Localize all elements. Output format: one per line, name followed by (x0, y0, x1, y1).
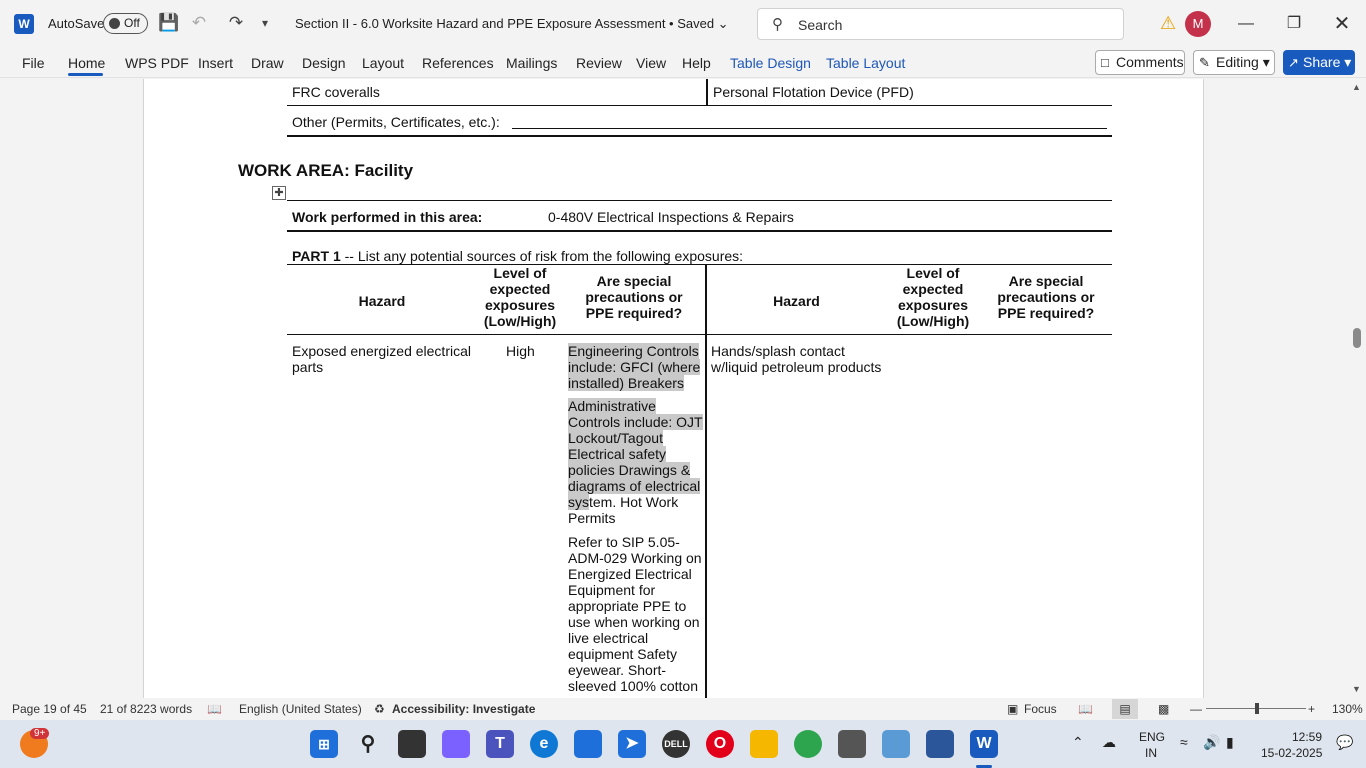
prev-row-left: FRC coveralls (292, 84, 380, 100)
autosave-label: AutoSave (48, 16, 105, 31)
row1-level: High (506, 343, 535, 359)
tab-insert[interactable]: Insert (198, 55, 234, 71)
tab-design[interactable]: Design (302, 55, 346, 71)
row1-precautions-engineering (568, 343, 704, 391)
share-label: Share (1303, 54, 1341, 70)
active-tab-indicator (68, 73, 103, 76)
tab-review[interactable]: Review (576, 55, 622, 71)
share-button[interactable]: ↗ Share ▾ (1283, 50, 1355, 75)
pencil-icon: ✎ (1199, 55, 1210, 70)
work-performed-value: 0-480V Electrical Inspections & Repairs (548, 209, 794, 225)
clock-time[interactable]: 12:59 (1292, 730, 1323, 744)
toggle-knob (109, 18, 120, 29)
proofing-icon[interactable]: 📖 (207, 702, 222, 716)
tab-help[interactable]: Help (682, 55, 711, 71)
dell-icon[interactable]: DELL (662, 730, 690, 758)
table-rule (287, 334, 1112, 335)
vertical-scrollbar[interactable] (1348, 79, 1366, 698)
search-icon: ⚲ (772, 16, 783, 33)
zoom-slider-thumb[interactable] (1255, 703, 1259, 714)
table-center-divider (705, 265, 707, 698)
task-view-icon[interactable] (398, 730, 426, 758)
print-layout-icon[interactable]: ▤ (1112, 699, 1138, 719)
table-rule (287, 105, 1112, 106)
zoom-out-icon[interactable]: — (1190, 702, 1202, 716)
document-title[interactable]: Section II - 6.0 Worksite Hazard and PPE Exposure Assessment • Saved ⌄ (295, 16, 729, 31)
tab-layout[interactable]: Layout (362, 55, 405, 71)
redo-icon[interactable]: ↷ (228, 13, 244, 32)
editing-mode-button[interactable]: ✎ Editing ▾ (1193, 50, 1275, 75)
header-precautions-right: Are special precautions or PPE required? (997, 273, 1095, 321)
row1-precautions-administrative (568, 398, 704, 526)
chrome-icon[interactable] (794, 730, 822, 758)
maximize-icon[interactable]: ❐ (1286, 15, 1302, 32)
row1-hazard: Exposed energized electrical parts (292, 343, 471, 375)
autosave-state: Off (124, 16, 140, 30)
cloud-icon[interactable]: ☁ (1102, 734, 1116, 750)
focus-button[interactable]: Focus (1024, 702, 1057, 716)
save-icon[interactable]: 💾 (158, 13, 180, 32)
comments-label: Comments (1116, 54, 1184, 70)
customize-toolbar-icon[interactable]: ▾ (261, 16, 269, 30)
tab-table-design[interactable]: Table Design (730, 55, 811, 71)
store-icon[interactable] (574, 730, 602, 758)
search-box[interactable] (757, 8, 1124, 40)
table-rule (287, 264, 1112, 265)
search-taskbar-icon[interactable]: ⚲ (360, 733, 376, 755)
file-explorer-icon[interactable] (750, 730, 778, 758)
tab-mailings[interactable]: Mailings (506, 55, 558, 71)
page-counter[interactable]: Page 19 of 45 (12, 702, 87, 716)
tab-draw[interactable]: Draw (251, 55, 284, 71)
table-move-handle-icon[interactable]: ✚ (272, 186, 286, 200)
copilot-icon[interactable] (442, 730, 470, 758)
word-app-icon: W (14, 14, 34, 34)
editing-label: Editing (1216, 54, 1259, 70)
zoom-level[interactable]: 130% (1332, 702, 1363, 716)
row1-right-hazard: Hands/splash contact w/liquid petroleum products (711, 343, 882, 375)
start-icon[interactable]: ⊞ (310, 730, 338, 758)
part1-label: PART 1 (292, 248, 341, 264)
opera-icon[interactable]: O (706, 730, 734, 758)
search-placeholder: Search (798, 17, 843, 33)
tab-table-layout[interactable]: Table Layout (826, 55, 906, 71)
document-page[interactable] (143, 79, 1204, 698)
web-layout-icon[interactable]: ▩ (1158, 702, 1170, 716)
word-taskbar-icon[interactable]: W (970, 730, 998, 758)
tab-file[interactable]: File (22, 55, 45, 71)
comments-button[interactable] (1095, 50, 1185, 75)
show-hidden-icons[interactable]: ⌃ (1072, 734, 1084, 750)
language-bottom[interactable]: IN (1145, 746, 1157, 760)
part1-heading (292, 248, 743, 264)
scroll-thumb[interactable] (1353, 328, 1361, 348)
clock-date[interactable]: 15-02-2025 (1261, 746, 1323, 760)
taskbar (0, 720, 1366, 768)
work-performed-label: Work performed in this area: (292, 209, 483, 225)
tab-home[interactable]: Home (68, 55, 106, 71)
comment-icon: □ (1101, 55, 1109, 70)
undo-icon[interactable]: ↶ (191, 13, 207, 32)
notification-badge: 9+ (30, 728, 49, 739)
warning-icon[interactable]: ⚠ (1160, 13, 1177, 33)
tab-view[interactable]: View (636, 55, 667, 71)
language-indicator[interactable]: English (United States) (239, 702, 362, 716)
app-icon-3[interactable] (882, 730, 910, 758)
document-canvas (0, 79, 1348, 698)
table-divider (706, 79, 708, 105)
selected-text: Administrative Controls include: OJT Lockout/Tagout Electrical safety policies Drawings & diagrams of electrical sys (568, 398, 703, 510)
edge-icon[interactable]: e (530, 730, 558, 758)
part1-text: -- List any potential sources of risk from the following exposures: (340, 248, 744, 264)
language-top[interactable]: ENG (1139, 730, 1166, 744)
tab-wps-pdf[interactable]: WPS PDF (125, 55, 189, 71)
user-avatar[interactable]: M (1185, 11, 1211, 37)
status-bar (0, 698, 1366, 720)
title-bar (0, 0, 1366, 48)
focus-icon: ▣ (1007, 702, 1019, 716)
autosave-toggle[interactable] (103, 13, 148, 34)
fill-in-line (512, 128, 1107, 129)
selected-text: Engineering Controls include: GFCI (where installed) Breakers (568, 343, 701, 391)
scroll-down-icon[interactable]: ▼ (1352, 684, 1361, 694)
header-hazard-right: Hazard (773, 293, 820, 309)
app-icon-2[interactable] (838, 730, 866, 758)
volume-icon[interactable]: 🔊 (1203, 734, 1221, 750)
table-rule (287, 135, 1112, 137)
close-icon[interactable]: ✕ (1333, 13, 1351, 35)
app-icon-4[interactable] (926, 730, 954, 758)
other-row-label: Other (Permits, Certificates, etc.): (292, 114, 500, 130)
section-title: WORK AREA: Facility (238, 161, 414, 180)
header-precautions-left: Are special precautions or PPE required? (585, 273, 683, 321)
teams-icon[interactable]: T (486, 730, 514, 758)
share-icon: ↗ (1288, 55, 1299, 70)
header-hazard-left: Hazard (358, 293, 406, 309)
zoom-in-icon[interactable]: + (1308, 702, 1316, 716)
table-rule (287, 230, 1112, 232)
notifications-icon[interactable]: 💬 (1336, 734, 1354, 750)
wifi-icon[interactable]: ≈ (1180, 734, 1188, 750)
read-mode-icon[interactable]: 📖 (1078, 702, 1093, 716)
battery-icon[interactable]: ▮ (1226, 734, 1234, 750)
ribbon-tabs (0, 48, 1366, 78)
header-level-left: Level of expected exposures (Low/High) (483, 265, 557, 329)
row1-precautions-ppe: Refer to SIP 5.05-ADM-029 Working on Energized Electrical Equipment for appropriate PPE to use when working on live electrical equipment Safety eyewear. Short-sleeved 100% cotton (568, 534, 702, 694)
accessibility-status[interactable]: Accessibility: Investigate (392, 702, 536, 716)
tab-references[interactable]: References (422, 55, 494, 71)
app-icon[interactable]: ➤ (618, 730, 646, 758)
table-rule (287, 200, 1112, 201)
header-level-right: Level of expected exposures (Low/High) (896, 265, 970, 329)
scroll-up-icon[interactable]: ▲ (1352, 82, 1361, 92)
unselected-text: tem. Hot Work Permits (568, 494, 679, 526)
minimize-icon[interactable]: — (1238, 15, 1254, 32)
word-count[interactable]: 21 of 8223 words (100, 702, 193, 716)
prev-row-right: Personal Flotation Device (PFD) (713, 84, 914, 100)
accessibility-icon: ♻ (374, 702, 385, 716)
